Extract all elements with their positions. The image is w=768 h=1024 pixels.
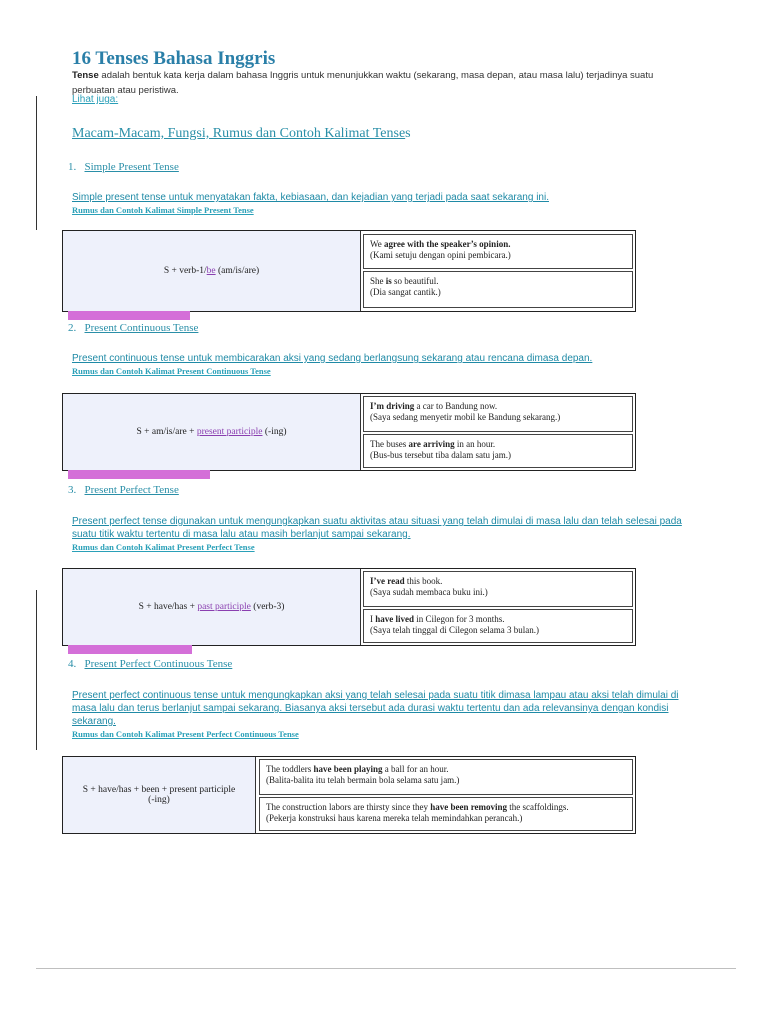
formula-link-2[interactable]: Rumus dan Contoh Kalimat Present Continuous Tense	[72, 366, 271, 376]
example-translation: (Bus-bus tersebut tiba dalam satu jam.)	[370, 450, 511, 460]
example-text: I	[370, 614, 376, 624]
example-translation: (Pekerja konstruksi haus karena mereka telah memindahkan perancah.)	[266, 813, 523, 823]
example-text: The buses	[370, 439, 409, 449]
tense-name[interactable]: Present Perfect Continuous Tense	[84, 658, 233, 670]
example-text: We	[370, 239, 385, 249]
tense-description-3[interactable]: Present perfect tense digunakan untuk mengungkapkan suatu aktivitas atau situasi yang telah dimulai di masa lalu dan telah selesai pada suatu titik waktu tertentu di masa lalu atau masih berlanjut sampai sekarang.	[72, 516, 682, 540]
example-verb: is	[385, 276, 392, 286]
section-heading-link[interactable]: Macam-Macam, Fungsi, Rumus dan Contoh Kalimat Tense	[72, 126, 406, 141]
formula-table-3	[62, 568, 636, 646]
formula-text: S + have/has + been + present participle (-ing)	[82, 785, 236, 805]
example-verb: have been removing	[430, 802, 508, 812]
tense-name[interactable]: Present Perfect Tense	[84, 484, 179, 496]
intro-paragraph	[72, 68, 682, 98]
example-cell	[363, 434, 633, 468]
tense-number: 2.	[68, 322, 77, 334]
example-text: The construction labors are thirsty since they	[266, 802, 431, 812]
tense-name[interactable]: Present Continuous Tense	[84, 322, 199, 334]
example-verb: are arriving	[408, 439, 455, 449]
formula-highlight[interactable]: be	[206, 266, 216, 276]
tense-description-1[interactable]: Simple present tense untuk menyatakan fakta, kebiasaan, dan kejadian yang terjadi pada saat sekarang ini.	[72, 192, 549, 203]
page-bottom-rule	[36, 968, 736, 969]
example-translation: (Saya sudah membaca buku ini.)	[370, 587, 488, 597]
tense-heading-4	[68, 658, 232, 670]
left-margin-rule	[36, 96, 37, 230]
example-cell	[363, 571, 633, 607]
example-text: in Cilegon for 3 months.	[414, 614, 505, 624]
example-verb: have lived	[375, 614, 415, 624]
example-cell	[363, 271, 633, 308]
formula-text: S + have/has +	[138, 602, 198, 612]
formula-text: S + verb-1/	[163, 266, 207, 276]
tense-number: 3.	[68, 484, 77, 496]
example-verb: have been playing	[313, 764, 383, 774]
example-cell	[363, 609, 633, 643]
section-heading-tail: s	[405, 126, 411, 141]
formula-cell	[63, 757, 256, 833]
example-text: this book.	[404, 576, 443, 586]
tense-heading-2	[68, 322, 198, 334]
page-title: 16 Tenses Bahasa Inggris	[72, 48, 276, 69]
example-verb: agree with the speaker’s opinion.	[384, 239, 511, 249]
formula-text: (am/is/are)	[215, 266, 260, 276]
example-translation: (Balita-balita itu telah bermain bola selama satu jam.)	[266, 775, 460, 785]
formula-table-2	[62, 393, 636, 471]
see-also-link[interactable]: Lihat juga:	[72, 94, 119, 105]
example-translation: (Kami setuju dengan opini pembicara.)	[370, 250, 511, 260]
tense-description-2[interactable]: Present continuous tense untuk membicarakan aksi yang sedang berlangsung sekarang atau rencana dimasa depan.	[72, 353, 593, 364]
formula-text: S + am/is/are +	[136, 427, 197, 437]
formula-cell	[63, 231, 361, 311]
section-heading	[72, 126, 411, 142]
example-cell	[363, 234, 633, 269]
intro-text: adalah bentuk kata kerja dalam bahasa Inggris untuk menunjukkan waktu (sekarang, masa depan, atau masa lalu) terjadinya suatu perbuatan atau peristiwa.	[72, 70, 654, 96]
example-verb: I’ve read	[370, 576, 405, 586]
tense-name[interactable]: Simple Present Tense	[84, 161, 179, 173]
formula-text: (-ing)	[262, 427, 287, 437]
example-translation: (Dia sangat cantik.)	[370, 287, 441, 297]
example-cell	[259, 759, 633, 795]
formula-highlight[interactable]: present participle	[196, 427, 263, 437]
example-text: so beautiful.	[391, 276, 439, 286]
highlight-tag	[68, 645, 192, 654]
formula-link-4[interactable]: Rumus dan Contoh Kalimat Present Perfect Continuous Tense	[72, 729, 299, 739]
example-translation: (Saya sedang menyetir mobil ke Bandung sekarang.)	[370, 412, 561, 422]
tense-heading-3	[68, 484, 179, 496]
highlight-tag	[68, 311, 190, 320]
formula-text: (verb-3)	[250, 602, 285, 612]
formula-cell	[63, 569, 361, 645]
example-translation: (Saya telah tinggal di Cilegon selama 3 bulan.)	[370, 625, 539, 635]
example-text: in an hour.	[454, 439, 496, 449]
left-margin-rule	[36, 590, 37, 750]
tense-number: 1.	[68, 161, 77, 173]
formula-link-3[interactable]: Rumus dan Contoh Kalimat Present Perfect Tense	[72, 542, 255, 552]
example-text: a car to Bandung now.	[414, 401, 498, 411]
example-text: a ball for an hour.	[382, 764, 449, 774]
tense-description-4[interactable]: Present perfect continuous tense untuk mengungkapkan aksi yang telah selesai pada suatu titik dimasa lampau atau aksi telah dimulai di masa lalu dan terus berlanjut sampai sekarang. Biasanya aksi tersebut ada durasi waktu tertentu dan ada relevansinya dengan kondisi sekarang.	[72, 690, 679, 727]
formula-table-1	[62, 230, 636, 312]
intro-term: Tense	[72, 70, 99, 81]
example-text: The toddlers	[266, 764, 314, 774]
highlight-tag	[68, 470, 210, 479]
example-cell	[259, 797, 633, 831]
example-verb: I’m driving	[370, 401, 415, 411]
formula-highlight[interactable]: past participle	[197, 602, 251, 612]
formula-link-1[interactable]: Rumus dan Contoh Kalimat Simple Present Tense	[72, 205, 254, 215]
example-text: She	[370, 276, 386, 286]
tense-number: 4.	[68, 658, 77, 670]
formula-cell	[63, 394, 361, 470]
formula-table-4	[62, 756, 636, 834]
example-text: the scaffoldings.	[507, 802, 569, 812]
example-cell	[363, 396, 633, 432]
tense-heading-1	[68, 161, 179, 173]
